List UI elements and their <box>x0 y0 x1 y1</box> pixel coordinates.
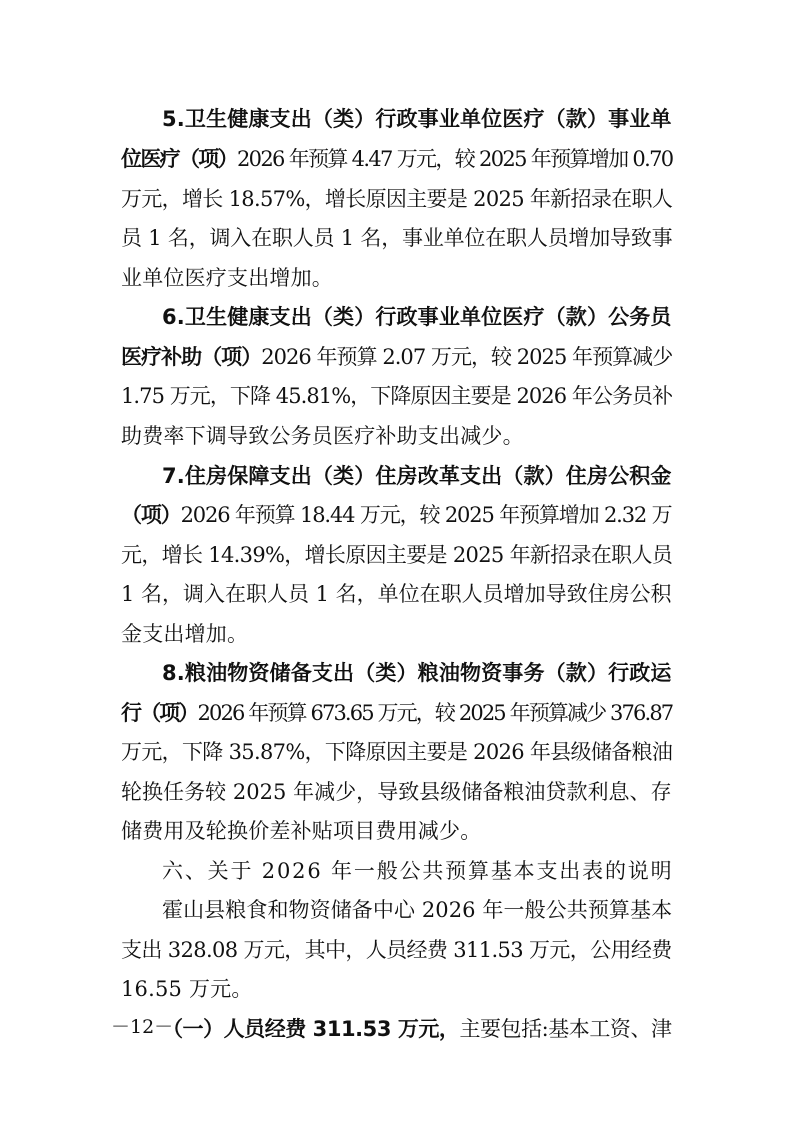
text-line <box>121 974 253 1004</box>
text-line <box>121 579 672 609</box>
line-text: 轮换任务较 2025 年减少，导致县级储备粮油贷款利息、存 <box>121 780 672 804</box>
line-text: 支出 328.08 万元，其中，人员经费 311.53 万元，公用经费 <box>121 938 672 962</box>
text-line <box>162 1014 672 1044</box>
text-line <box>121 223 672 253</box>
line-text: 业单位医疗支出增加。 <box>121 266 333 290</box>
text-line <box>121 540 672 570</box>
text-line <box>162 658 672 688</box>
line-text: 主要包括:基本工资、津 <box>459 1017 672 1041</box>
page-number: －12－ <box>111 1016 174 1038</box>
line-text: 金支出增加。 <box>121 622 249 646</box>
bold-heading: 行（项） <box>121 701 198 725</box>
text-line <box>121 381 672 411</box>
text-line <box>121 737 672 767</box>
line-text: 元，增长 14.39%，增长原因主要是 2025 年新招录在职人员 <box>121 543 673 567</box>
bold-heading: （一）人员经费 311.53 万元， <box>162 1017 460 1041</box>
text-line <box>121 342 672 372</box>
line-text: 霍山县粮食和物资储备中心 2026 年一般公共预算基本 <box>162 898 673 922</box>
line-text: 储费用及轮换价差补贴项目费用减少。 <box>121 819 482 843</box>
text-line <box>121 777 672 807</box>
line-text: 万元，下降 35.87%，下降原因主要是 2026 年县级储备粮油 <box>121 740 673 764</box>
bold-heading: 医疗补助（项） <box>121 345 262 369</box>
line-text: 16.55 万元。 <box>121 977 253 1001</box>
text-line <box>121 421 524 451</box>
line-text: 万元，增长 18.57%，增长原因主要是 2025 年新招录在职人 <box>121 187 673 211</box>
text-line <box>162 461 672 491</box>
text-line <box>121 184 672 214</box>
line-text: 2026 年预算 2.07 万元，较 2025 年预算减少 <box>261 345 673 369</box>
text-line <box>162 895 672 925</box>
line-text: 2026 年预算 673.65 万元，较 2025 年预算减少 376.87 <box>197 701 673 725</box>
text-line <box>162 856 673 886</box>
text-line <box>121 935 672 965</box>
text-line <box>121 500 672 530</box>
line-text: 2026 年预算 4.47 万元，较 2025 年预算增加 0.70 <box>236 147 673 171</box>
line-text: 1.75 万元，下降 45.81%，下降原因主要是 2026 年公务员补 <box>121 384 673 408</box>
bold-heading: 位医疗（项） <box>121 147 237 171</box>
bold-heading: 6.卫生健康支出（类）行政事业单位医疗（款）公务员 <box>162 305 672 329</box>
line-text: 员 1 名，调入在职人员 1 名，事业单位在职人员增加导致事 <box>121 226 673 250</box>
bold-heading: （项） <box>121 503 181 527</box>
text-line <box>162 302 672 332</box>
text-line <box>121 816 481 846</box>
line-text: 1 名，调入在职人员 1 名，单位在职人员增加导致住房公积 <box>121 582 672 606</box>
line-text: 2026 年预算 18.44 万元，较 2025 年预算增加 2.32 万 <box>180 503 672 527</box>
text-line <box>121 144 672 174</box>
line-text: 六、关于 2026 年一般公共预算基本支出表的说明 <box>162 859 674 883</box>
text-line <box>162 104 672 134</box>
bold-heading: 7.住房保障支出（类）住房改革支出（款）住房公积金 <box>162 464 672 488</box>
text-line <box>121 263 333 293</box>
text-line <box>121 698 672 728</box>
bold-heading: 5.卫生健康支出（类）行政事业单位医疗（款）事业单 <box>162 107 672 131</box>
bold-heading: 8.粮油物资储备支出（类）粮油物资事务（款）行政运 <box>162 661 672 685</box>
line-text: 助费率下调导致公务员医疗补助支出减少。 <box>121 424 524 448</box>
text-line <box>121 619 248 649</box>
